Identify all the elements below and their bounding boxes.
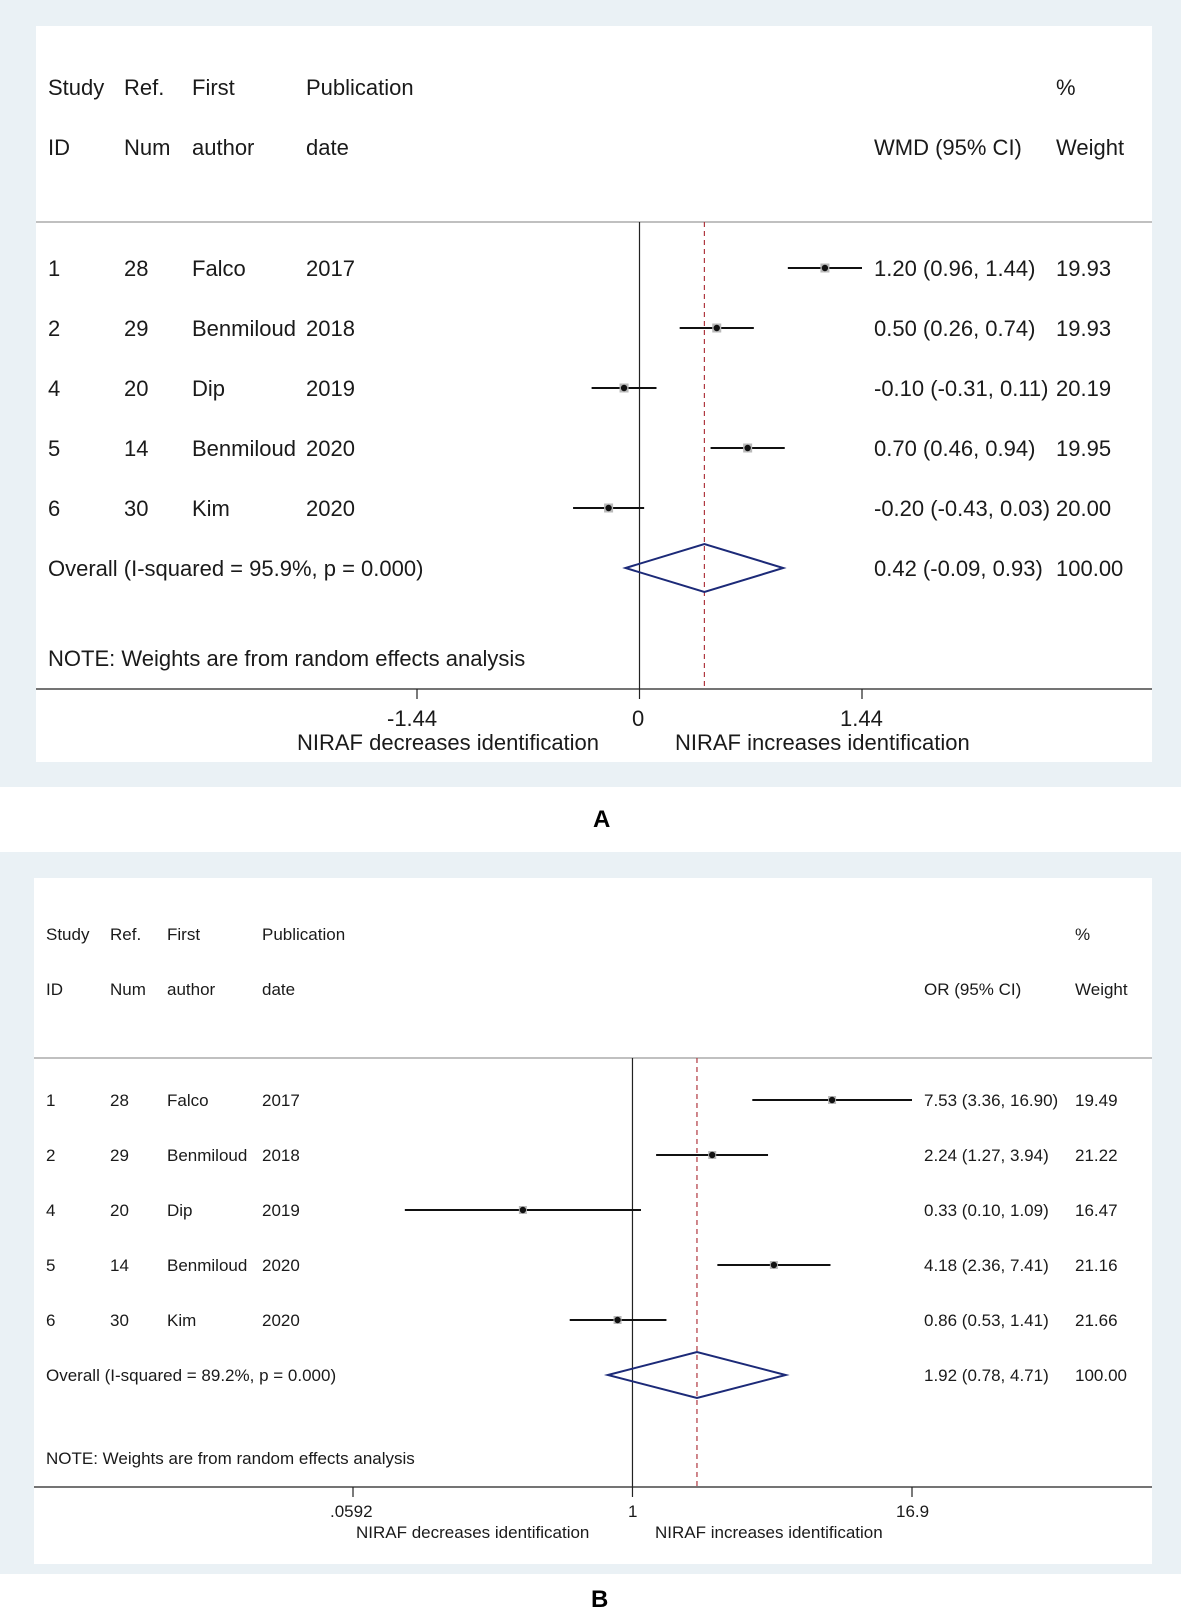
header-study-id: ID xyxy=(48,135,70,160)
overall-label: Overall (I-squared = 89.2%, p = 0.000) xyxy=(46,1366,337,1385)
header-ref-num: Num xyxy=(124,135,171,160)
point-estimate-marker xyxy=(829,1097,835,1103)
point-estimate-marker xyxy=(822,265,828,271)
header-date: date xyxy=(262,980,296,999)
header-ref: Ref. xyxy=(110,925,142,944)
table-cell-id: 5 xyxy=(46,1256,56,1275)
point-estimate-marker xyxy=(709,1152,715,1158)
table-cell-ref: 20 xyxy=(124,376,149,401)
table-cell-date: 2020 xyxy=(306,496,355,521)
table-cell-ref: 29 xyxy=(110,1146,129,1165)
note-text: NOTE: Weights are from random effects analysis xyxy=(48,646,526,671)
header-ref: Ref. xyxy=(124,75,165,100)
table-cell-ref: 28 xyxy=(110,1091,129,1110)
table-cell-date: 2019 xyxy=(262,1201,300,1220)
table-cell-weight: 19.49 xyxy=(1075,1091,1118,1110)
table-cell-date: 2020 xyxy=(262,1311,300,1330)
header-effect: OR (95% CI) xyxy=(924,980,1022,999)
header-date: date xyxy=(306,135,349,160)
point-estimate-marker xyxy=(621,385,627,391)
table-cell-ref: 28 xyxy=(124,256,149,281)
tick-label: 16.9 xyxy=(896,1502,930,1521)
point-estimate-marker xyxy=(520,1207,526,1213)
table-cell-weight: 19.93 xyxy=(1056,316,1112,341)
table-cell-effect: -0.20 (-0.43, 0.03) xyxy=(874,496,1051,521)
table-cell-weight: 20.00 xyxy=(1056,496,1112,521)
table-cell-ref: 30 xyxy=(124,496,149,521)
tick-label: 0 xyxy=(632,706,645,731)
header-effect: WMD (95% CI) xyxy=(874,135,1022,160)
table-cell-ref: 14 xyxy=(110,1256,129,1275)
table-cell-author: Benmiloud xyxy=(167,1256,248,1275)
table-cell-ref: 20 xyxy=(110,1201,129,1220)
overall-weight: 100.00 xyxy=(1075,1366,1127,1385)
table-cell-id: 2 xyxy=(46,1146,56,1165)
overall-effect: 1.92 (0.78, 4.71) xyxy=(924,1366,1049,1385)
panel-label-a: A xyxy=(593,806,611,833)
tick-label: -1.44 xyxy=(387,706,438,731)
table-cell-weight: 19.93 xyxy=(1056,256,1112,281)
note-text: NOTE: Weights are from random effects analysis xyxy=(46,1449,415,1468)
point-estimate-marker xyxy=(614,1317,620,1323)
table-cell-effect: 7.53 (3.36, 16.90) xyxy=(924,1091,1059,1110)
header-author: author xyxy=(167,980,216,999)
x-axis-label-right: NIRAF increases identification xyxy=(655,1523,883,1542)
table-cell-author: Kim xyxy=(167,1311,197,1330)
header-first: First xyxy=(192,75,235,100)
table-cell-ref: 14 xyxy=(124,436,149,461)
table-cell-id: 4 xyxy=(46,1201,56,1220)
header-ref-num: Num xyxy=(110,980,146,999)
table-cell-effect: 0.70 (0.46, 0.94) xyxy=(874,436,1036,461)
table-cell-id: 4 xyxy=(48,376,61,401)
point-estimate-marker xyxy=(605,505,611,511)
overall-effect: 0.42 (-0.09, 0.93) xyxy=(874,556,1043,581)
table-cell-author: Dip xyxy=(192,376,226,401)
table-cell-weight: 21.22 xyxy=(1075,1146,1118,1165)
tick-label: 1.44 xyxy=(840,706,883,731)
table-cell-id: 5 xyxy=(48,436,61,461)
header-study: Study xyxy=(48,75,105,100)
overall-weight: 100.00 xyxy=(1056,556,1124,581)
table-cell-weight: 20.19 xyxy=(1056,376,1112,401)
table-cell-author: Dip xyxy=(167,1201,193,1220)
table-cell-weight: 21.16 xyxy=(1075,1256,1118,1275)
header-study: Study xyxy=(46,925,90,944)
table-cell-id: 1 xyxy=(46,1091,56,1110)
header-author: author xyxy=(192,135,255,160)
point-estimate-marker xyxy=(744,445,750,451)
tick-label: 1 xyxy=(628,1502,638,1521)
tick-label: .0592 xyxy=(330,1502,373,1521)
table-cell-ref: 29 xyxy=(124,316,149,341)
table-cell-date: 2017 xyxy=(262,1091,300,1110)
header-weight-pct: % xyxy=(1075,925,1091,944)
table-cell-effect: 4.18 (2.36, 7.41) xyxy=(924,1256,1049,1275)
header-weight-pct: % xyxy=(1056,75,1076,100)
point-estimate-marker xyxy=(771,1262,777,1268)
table-cell-id: 2 xyxy=(48,316,61,341)
table-cell-id: 6 xyxy=(48,496,61,521)
table-cell-author: Benmiloud xyxy=(192,316,296,341)
table-cell-effect: 0.86 (0.53, 1.41) xyxy=(924,1311,1049,1330)
table-cell-weight: 21.66 xyxy=(1075,1311,1118,1330)
table-cell-ref: 30 xyxy=(110,1311,129,1330)
table-cell-id: 1 xyxy=(48,256,61,281)
panel-label-b: B xyxy=(591,1586,609,1613)
table-cell-author: Kim xyxy=(192,496,230,521)
table-cell-effect: 1.20 (0.96, 1.44) xyxy=(874,256,1036,281)
header-weight: Weight xyxy=(1056,135,1125,160)
table-cell-effect: 0.50 (0.26, 0.74) xyxy=(874,316,1036,341)
table-cell-author: Benmiloud xyxy=(192,436,296,461)
header-study-id: ID xyxy=(46,980,63,999)
table-cell-date: 2018 xyxy=(306,316,355,341)
table-cell-date: 2019 xyxy=(306,376,355,401)
table-cell-id: 6 xyxy=(46,1311,56,1330)
table-cell-effect: 2.24 (1.27, 3.94) xyxy=(924,1146,1049,1165)
header-publication: Publication xyxy=(262,925,346,944)
table-cell-date: 2017 xyxy=(306,256,355,281)
table-cell-author: Benmiloud xyxy=(167,1146,248,1165)
table-cell-date: 2018 xyxy=(262,1146,300,1165)
table-cell-author: Falco xyxy=(192,256,246,281)
table-cell-effect: 0.33 (0.10, 1.09) xyxy=(924,1201,1049,1220)
header-weight: Weight xyxy=(1075,980,1128,999)
x-axis-label-right: NIRAF increases identification xyxy=(675,730,970,755)
point-estimate-marker xyxy=(714,325,720,331)
overall-label: Overall (I-squared = 95.9%, p = 0.000) xyxy=(48,556,424,581)
header-first: First xyxy=(167,925,201,944)
table-cell-effect: -0.10 (-0.31, 0.11) xyxy=(874,376,1049,401)
x-axis-label-left: NIRAF decreases identification xyxy=(356,1523,590,1542)
table-cell-author: Falco xyxy=(167,1091,209,1110)
x-axis-label-left: NIRAF decreases identification xyxy=(297,730,600,755)
table-cell-date: 2020 xyxy=(306,436,355,461)
table-cell-weight: 16.47 xyxy=(1075,1201,1118,1220)
table-cell-date: 2020 xyxy=(262,1256,300,1275)
table-cell-weight: 19.95 xyxy=(1056,436,1112,461)
header-publication: Publication xyxy=(306,75,414,100)
